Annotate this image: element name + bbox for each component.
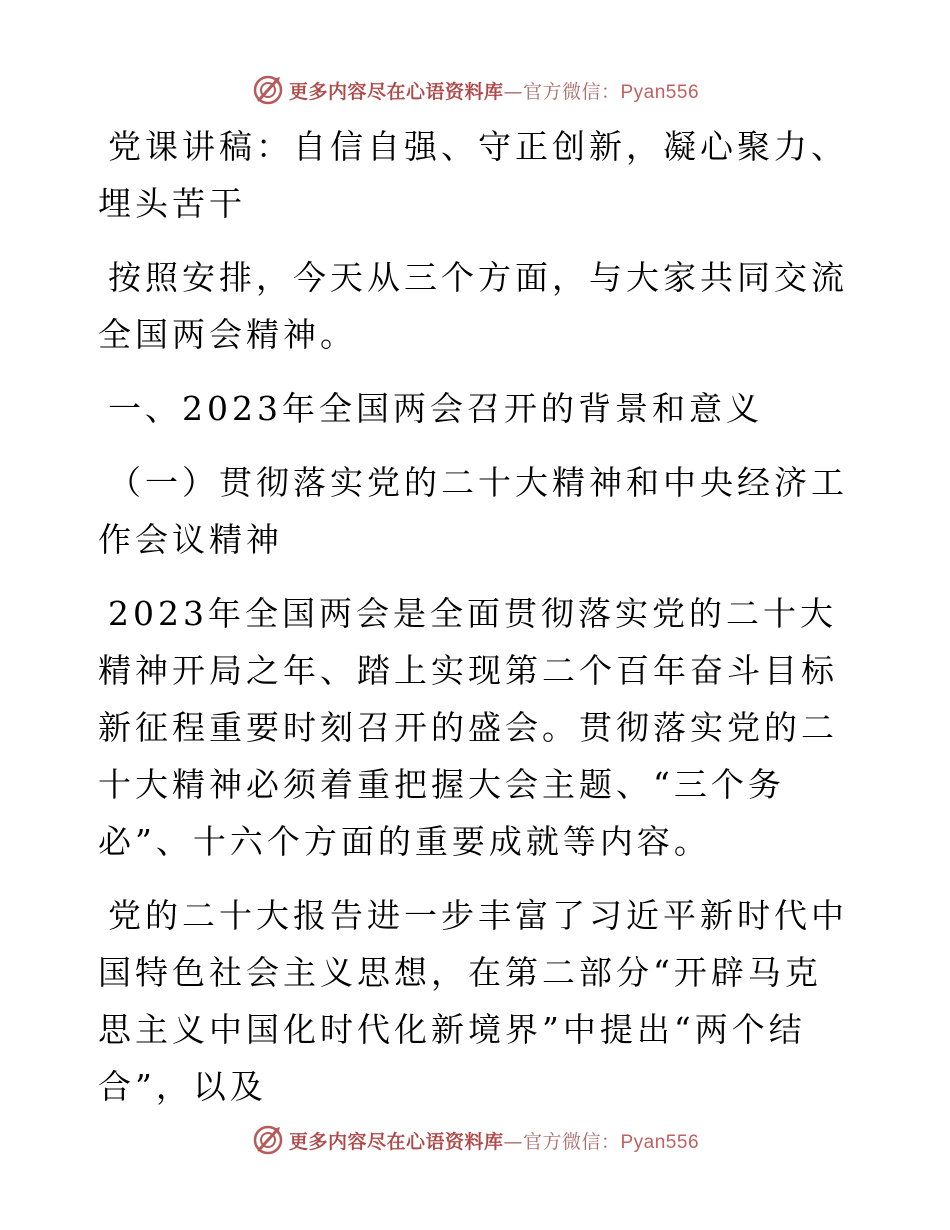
watermark-dash: — <box>503 1130 523 1153</box>
watermark-dash: — <box>503 80 523 103</box>
document-body <box>98 118 858 1115</box>
footer-watermark <box>0 1120 950 1160</box>
watermark-main: 更多内容尽在心语资料库 <box>288 80 504 103</box>
header-watermark <box>0 70 950 110</box>
watermark-logo-icon <box>251 73 285 107</box>
watermark-rest: 官方微信： <box>522 1130 621 1153</box>
watermark-main: 更多内容尽在心语资料库 <box>288 1130 504 1153</box>
watermark-text <box>289 77 699 104</box>
watermark-logo-icon <box>251 1123 285 1157</box>
paragraph-body: 2023年全国两会是全面贯彻落实党的二十大精神开局之年、踏上实现第二个百年奋斗目标新征程重要时刻召开的盛会。贯彻落实党的二十大精神必须着重把握大会主题、“三个务必”、十六个方面的重要成就等内容。 <box>98 594 838 861</box>
document-title: 党课讲稿：自信自强、守正创新，凝心聚力、埋头苦干 <box>98 127 848 223</box>
watermark-id: Pyan556 <box>620 81 700 103</box>
paragraph-intro: 按照安排，今天从三个方面，与大家共同交流全国两会精神。 <box>98 258 848 354</box>
watermark-text <box>289 1127 699 1154</box>
paragraph-body: 党的二十大报告进一步丰富了习近平新时代中国特色社会主义思想，在第二部分“开辟马克思主义中国化时代化新境界”中提出“两个结合”，以及 <box>98 896 848 1106</box>
watermark-rest: 官方微信： <box>522 80 621 103</box>
section-heading: 一、2023年全国两会召开的背景和意义 <box>108 389 763 428</box>
watermark-id: Pyan556 <box>620 1131 700 1153</box>
subsection-heading: （一）贯彻落实党的二十大精神和中央经济工作会议精神 <box>98 463 848 559</box>
